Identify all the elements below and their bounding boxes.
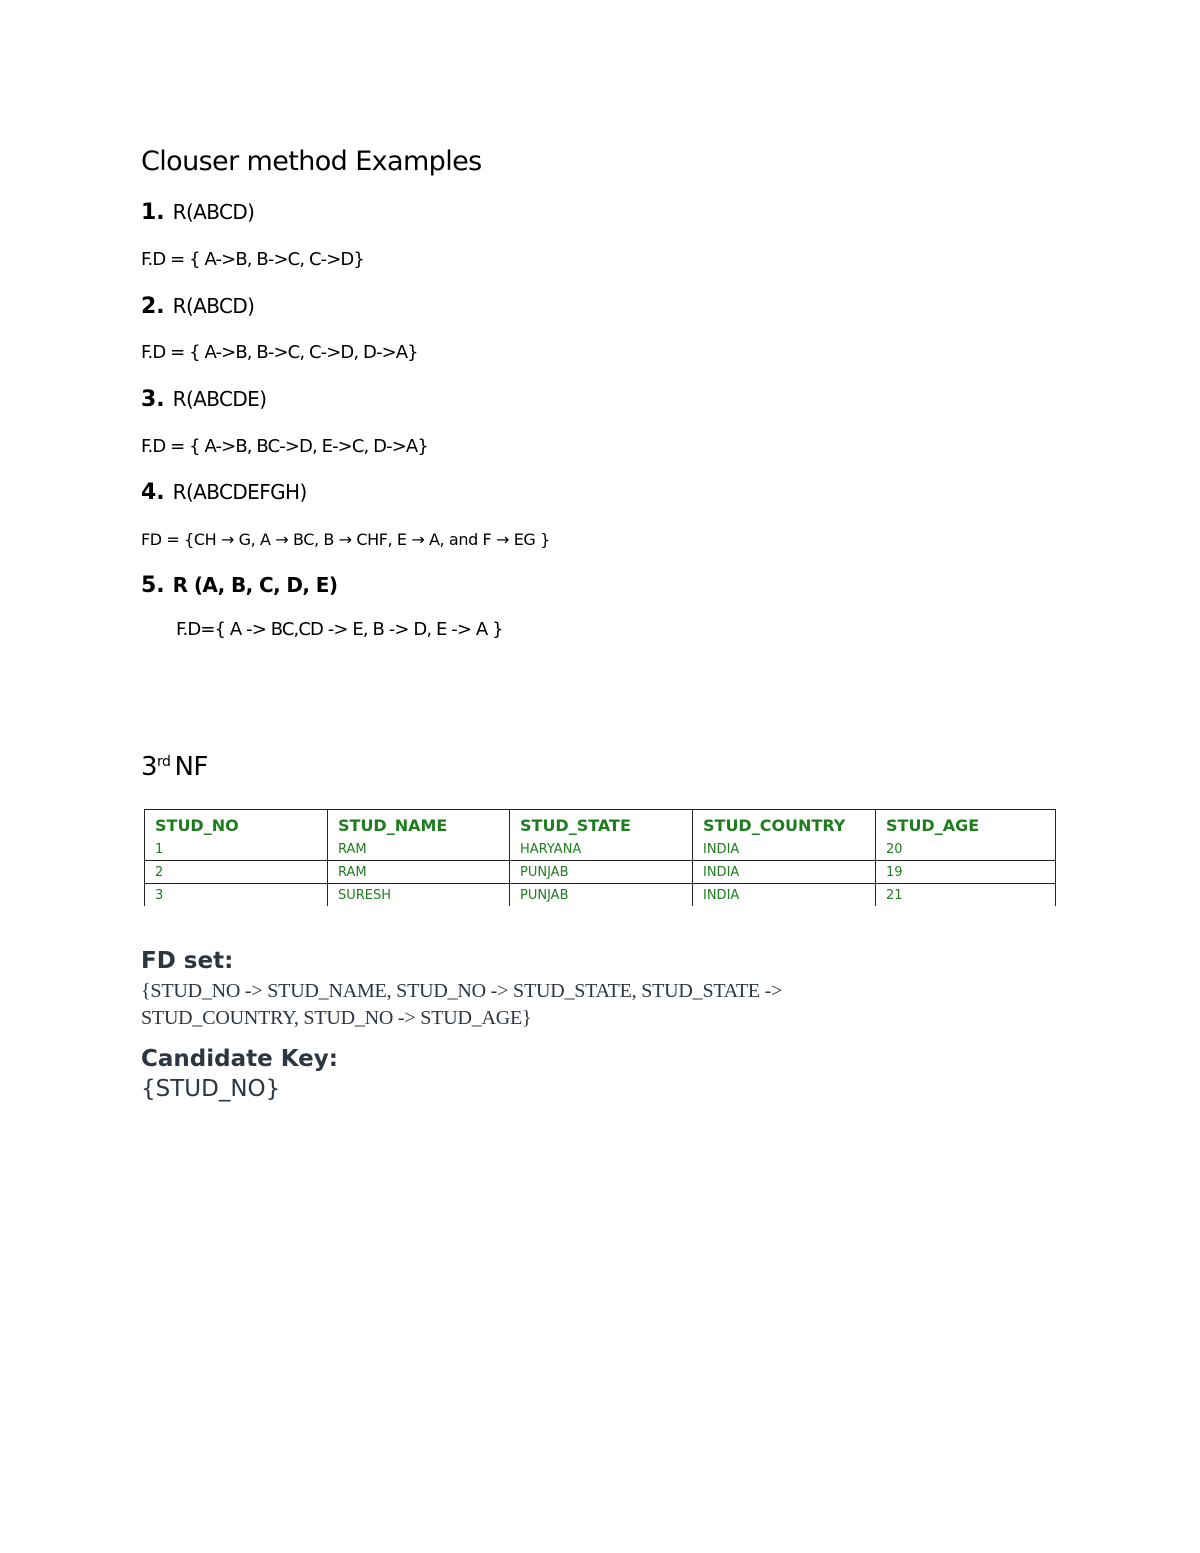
table-cell: 3: [145, 884, 328, 907]
example-1-heading: [141, 200, 254, 225]
table-row: [145, 884, 1056, 907]
nf-heading: [141, 752, 208, 782]
column-header: STUD_NAME: [328, 810, 510, 839]
example-number: 2.: [141, 294, 165, 319]
example-relation: R (A, B, C, D, E): [172, 573, 338, 597]
table-cell: INDIA: [693, 838, 876, 861]
example-number: 4.: [141, 480, 165, 505]
table-row: [145, 838, 1056, 861]
candidate-key-heading: Candidate Key:: [141, 1046, 338, 1072]
example-relation: R(ABCDEFGH): [172, 480, 307, 504]
example-number: 1.: [141, 200, 165, 225]
example-relation: R(ABCDE): [172, 387, 267, 411]
table-header-row: [145, 810, 1056, 839]
table-cell: 19: [876, 861, 1056, 884]
page-title: Clouser method Examples: [141, 146, 482, 177]
example-4-heading: [141, 480, 307, 505]
table-cell: 20: [876, 838, 1056, 861]
table-cell: RAM: [328, 861, 510, 884]
example-4-fd: FD = {CH → G, A → BC, B → CHF, E → A, and F → EG }: [141, 530, 550, 549]
example-3-heading: [141, 387, 266, 412]
fd-set-line-2: STUD_COUNTRY, STUD_NO -> STUD_AGE}: [141, 1007, 532, 1029]
nf-label: NF: [174, 752, 208, 782]
fd-set-line-1: {STUD_NO -> STUD_NAME, STUD_NO -> STUD_STATE, STUD_STATE ->: [141, 980, 783, 1002]
candidate-key-value: {STUD_NO}: [141, 1076, 281, 1102]
example-number: 3.: [141, 387, 165, 412]
table-cell: PUNJAB: [510, 884, 693, 907]
example-number: 5.: [141, 573, 165, 598]
example-relation: R(ABCD): [172, 294, 255, 318]
example-5-heading: [141, 573, 337, 598]
table-cell: SURESH: [328, 884, 510, 907]
example-2-fd: F.D = { A->B, B->C, C->D, D->A}: [141, 342, 418, 363]
example-relation: R(ABCD): [172, 200, 255, 224]
column-header: STUD_STATE: [510, 810, 693, 839]
example-5-fd: F.D={ A -> BC,CD -> E, B -> D, E -> A }: [176, 619, 503, 640]
example-3-fd: F.D = { A->B, BC->D, E->C, D->A}: [141, 436, 428, 457]
student-table: [144, 809, 1056, 906]
table-row: [145, 861, 1056, 884]
example-1-fd: F.D = { A->B, B->C, C->D}: [141, 249, 364, 270]
nf-superscript: rd: [157, 754, 171, 770]
example-2-heading: [141, 294, 254, 319]
column-header: STUD_NO: [145, 810, 328, 839]
column-header: STUD_AGE: [876, 810, 1056, 839]
fd-set-heading: FD set:: [141, 948, 234, 974]
table-cell: INDIA: [693, 884, 876, 907]
table-cell: 2: [145, 861, 328, 884]
table-cell: PUNJAB: [510, 861, 693, 884]
column-header: STUD_COUNTRY: [693, 810, 876, 839]
table-cell: HARYANA: [510, 838, 693, 861]
table-cell: INDIA: [693, 861, 876, 884]
table-cell: 1: [145, 838, 328, 861]
nf-number: 3: [141, 752, 158, 782]
table-cell: 21: [876, 884, 1056, 907]
table-cell: RAM: [328, 838, 510, 861]
